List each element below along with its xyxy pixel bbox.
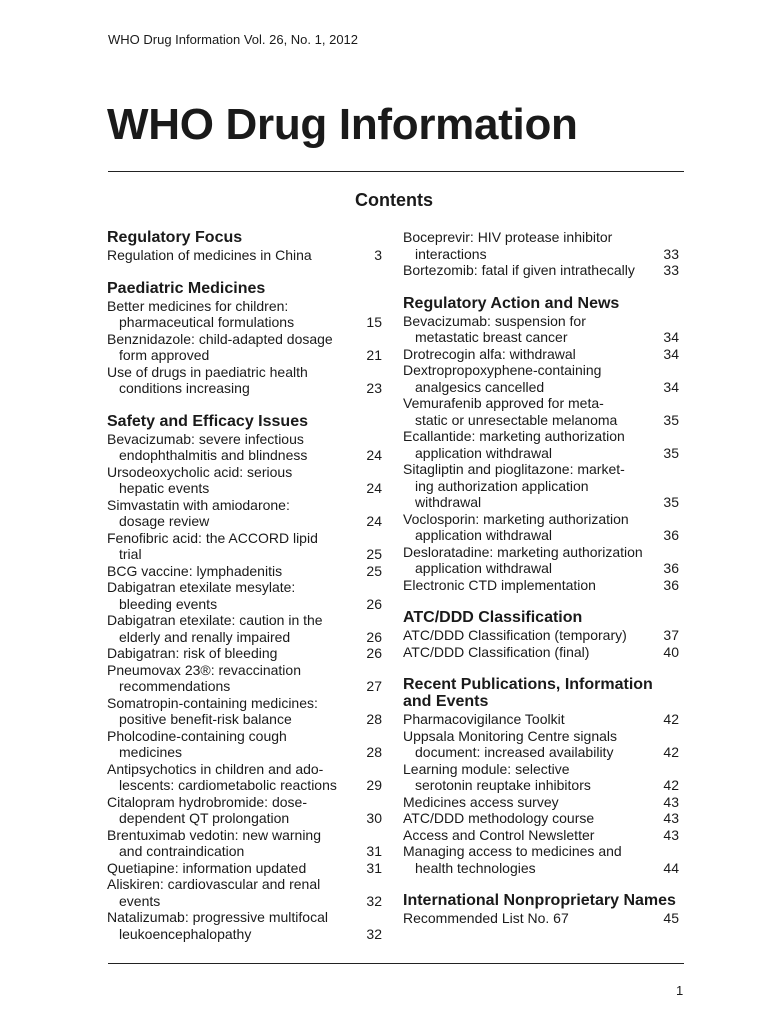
toc-entry[interactable]: [107, 662, 382, 695]
toc-section: [107, 229, 382, 264]
running-head: WHO Drug Information Vol. 26, No. 1, 2012: [108, 32, 359, 47]
toc-page-number: 28: [366, 711, 382, 727]
toc-entry-text: bleeding events: [119, 595, 218, 612]
toc-entry[interactable]: [403, 362, 679, 395]
toc-page-number: 26: [366, 628, 382, 645]
toc-entry-text: Electronic CTD implementation: [403, 576, 596, 593]
toc-entry[interactable]: [403, 395, 679, 428]
toc-entry[interactable]: [107, 794, 382, 827]
toc-entry-text: Somatropin-containing medicines:: [107, 694, 318, 711]
toc-entry-text: document: increased availability: [415, 744, 614, 760]
toc-entry[interactable]: [403, 843, 679, 876]
toc-page-number: 40: [663, 643, 679, 660]
toc-page-number: 25: [366, 546, 382, 562]
toc-entry-text: Vemurafenib approved for meta-: [403, 395, 604, 411]
toc-entry[interactable]: [403, 544, 679, 577]
toc-entry-text: conditions increasing: [119, 380, 250, 396]
toc-entry[interactable]: [107, 728, 382, 761]
toc-section: [403, 229, 679, 279]
toc-entry[interactable]: [107, 612, 382, 645]
toc-entry-text: application withdrawal: [415, 560, 552, 576]
toc-section: [107, 280, 382, 397]
page-number: 1: [676, 983, 684, 998]
toc-page-number: 23: [366, 380, 382, 396]
toc-page-number: 34: [663, 378, 679, 395]
section-heading: International Nonproprietary Names: [403, 892, 676, 909]
toc-entry-text: form approved: [119, 347, 210, 363]
toc-page-number: 43: [663, 826, 679, 843]
toc-entry[interactable]: [403, 262, 679, 279]
toc-entry[interactable]: [107, 860, 382, 877]
toc-entry[interactable]: [403, 711, 679, 728]
toc-page-number: 45: [663, 910, 679, 926]
toc-page-number: 24: [366, 447, 382, 463]
toc-page-number: 44: [663, 859, 679, 876]
section-heading: Recent Publications, Information and Events: [403, 676, 653, 710]
top-divider: [108, 171, 684, 172]
toc-entry-text: Sitagliptin and pioglitazone: market-: [403, 461, 625, 477]
toc-entry[interactable]: [403, 761, 679, 794]
toc-page-number: 36: [663, 527, 679, 543]
toc-page-number: 31: [366, 843, 382, 859]
toc-page-number: 36: [663, 560, 679, 576]
toc-entry[interactable]: [403, 229, 679, 262]
toc-page-number: 32: [366, 892, 382, 909]
toc-entry[interactable]: [107, 464, 382, 497]
toc-entry[interactable]: [107, 431, 382, 464]
toc-entry[interactable]: [107, 579, 382, 612]
toc-entry[interactable]: [107, 695, 382, 728]
toc-entry[interactable]: [107, 645, 382, 662]
toc-entry-text: Ursodeoxycholic acid: serious: [107, 463, 293, 480]
toc-entry-text: Voclosporin: marketing authorization: [403, 510, 629, 527]
page-title: WHO Drug Information: [107, 100, 578, 149]
toc-entry-text: leukoencephalopathy: [119, 925, 252, 942]
toc-entry-text: Natalizumab: progressive multifocal: [107, 909, 328, 925]
toc-entry[interactable]: [403, 428, 679, 461]
toc-entry-text: Dabigatran: risk of bleeding: [107, 645, 278, 661]
toc-page-number: 31: [366, 859, 382, 876]
toc-page-number: 30: [366, 810, 382, 826]
toc-entry-text: Dextropropoxyphene-containing: [403, 362, 602, 378]
toc-entry-text: Managing access to medicines and: [403, 843, 622, 859]
toc-entry-text: positive benefit-risk balance: [119, 711, 292, 727]
toc-section: [403, 295, 679, 594]
toc-page-number: 35: [663, 444, 679, 461]
toc-entry-text: hepatic events: [119, 480, 210, 496]
toc-page-number: 26: [366, 645, 382, 661]
toc-entry-text: Pholcodine-containing cough: [107, 727, 287, 744]
toc-page-number: 24: [366, 480, 382, 496]
toc-entry-text: Boceprevir: HIV protease inhibitor: [403, 229, 613, 245]
toc-entry[interactable]: [107, 530, 382, 563]
toc-entry-text: events: [119, 892, 161, 909]
toc-page-number: 35: [663, 494, 679, 510]
toc-page-number: 27: [366, 678, 382, 694]
toc-page-number: 42: [663, 777, 679, 793]
section-heading: Regulatory Focus: [107, 229, 243, 246]
toc-entry-text: Dabigatran etexilate mesylate:: [107, 579, 296, 595]
section-heading: Regulatory Action and News: [403, 294, 620, 312]
toc-entry[interactable]: [403, 313, 679, 346]
toc-section: [403, 676, 679, 876]
toc-entry-text: Uppsala Monitoring Centre signals: [403, 727, 617, 744]
toc-page-number: 42: [663, 711, 679, 727]
toc-entry-text: Aliskiren: cardiovascular and renal: [107, 876, 321, 892]
toc-entry-text: Learning module: selective: [403, 760, 570, 777]
toc-section: [403, 609, 679, 660]
toc-entry[interactable]: [403, 577, 679, 594]
toc-section: [107, 413, 382, 943]
toc-entry-text: and contraindication: [119, 843, 245, 859]
toc-entry[interactable]: [403, 511, 679, 544]
toc-entry-text: dependent QT prolongation: [119, 810, 290, 826]
toc-page-number: 21: [366, 347, 382, 363]
toc-entry-text: serotonin reuptake inhibitors: [415, 777, 591, 793]
toc-page-number: 24: [366, 513, 382, 529]
toc-entry-text: trial: [119, 546, 142, 562]
toc-entry[interactable]: [107, 876, 382, 909]
toc-entry-text: Citalopram hydrobromide: dose-: [107, 793, 307, 810]
toc-page-number: 28: [366, 744, 382, 760]
contents-right-column: [403, 229, 679, 943]
toc-entry-text: application withdrawal: [415, 527, 552, 543]
toc-entry-text: application withdrawal: [415, 444, 552, 461]
toc-entry-text: analgesics cancelled: [415, 378, 545, 395]
toc-entry-text: Dabigatran etexilate: caution in the: [107, 612, 323, 628]
toc-entry[interactable]: [107, 827, 382, 860]
toc-entry-text: Bevacizumab: suspension for: [403, 312, 586, 329]
toc-entry-text: ATC/DDD Classification (final): [403, 643, 590, 660]
toc-entry-text: withdrawal: [415, 494, 482, 510]
toc-entry-text: ATC/DDD Classification (temporary): [403, 627, 627, 643]
toc-entry-text: Fenofibric acid: the ACCORD lipid: [107, 529, 318, 546]
toc-entry-text: ATC/DDD methodology course: [403, 810, 595, 826]
toc-entry[interactable]: [107, 247, 382, 264]
toc-page-number: 37: [663, 627, 679, 643]
toc-page-number: 3: [374, 247, 382, 263]
toc-entry-text: interactions: [415, 245, 487, 262]
toc-entry-text: Pharmacovigilance Toolkit: [403, 711, 565, 727]
toc-entry-text: Better medicines for children:: [107, 297, 289, 314]
toc-entry-text: Medicines access survey: [403, 793, 559, 810]
toc-page-number: 34: [663, 329, 679, 345]
toc-entry[interactable]: [107, 497, 382, 530]
toc-entry-text: Brentuximab vedotin: new warning: [107, 826, 322, 843]
toc-entry-text: health technologies: [415, 859, 536, 876]
toc-entry-text: endophthalmitis and blindness: [119, 447, 308, 463]
section-heading: ATC/DDD Classification: [403, 609, 583, 626]
toc-entry[interactable]: [403, 810, 679, 827]
toc-entry-text: Benznidazole: child-adapted dosage: [107, 330, 333, 347]
toc-entry[interactable]: [107, 761, 382, 794]
toc-page-number: 33: [663, 262, 679, 278]
toc-page-number: 34: [663, 345, 679, 362]
toc-page-number: 43: [663, 810, 679, 826]
section-heading: Paediatric Medicines: [107, 279, 266, 297]
contents-left-column: [107, 229, 382, 958]
toc-entry-text: Antipsychotics in children and ado-: [107, 760, 324, 777]
toc-entry[interactable]: [403, 461, 679, 511]
toc-entry-text: dosage review: [119, 513, 210, 529]
toc-entry[interactable]: [403, 910, 679, 927]
toc-entry-text: Use of drugs in paediatric health: [107, 363, 308, 380]
toc-entry-text: Simvastatin with amiodarone:: [107, 496, 290, 513]
toc-entry[interactable]: [403, 346, 679, 363]
toc-entry-text: Bevacizumab: severe infectious: [107, 430, 304, 447]
toc-entry[interactable]: [403, 728, 679, 761]
toc-entry-text: ing authorization application: [415, 477, 589, 494]
toc-entry-text: Recommended List No. 67: [403, 910, 569, 926]
toc-page-number: 43: [663, 793, 679, 810]
toc-entry-text: medicines: [119, 744, 183, 760]
contents-heading: Contents: [355, 190, 433, 210]
toc-entry-text: elderly and renally impaired: [119, 628, 291, 645]
toc-entry[interactable]: [403, 827, 679, 844]
toc-page-number: 32: [366, 925, 382, 942]
toc-entry[interactable]: [107, 909, 382, 942]
toc-page-number: 36: [663, 576, 679, 593]
toc-page-number: 35: [663, 411, 679, 428]
toc-entry[interactable]: [107, 563, 382, 580]
section-heading: Safety and Efficacy Issues: [107, 412, 308, 430]
toc-section: [403, 892, 679, 927]
bottom-divider: [108, 963, 684, 964]
toc-page-number: 29: [366, 777, 382, 793]
toc-page-number: 26: [366, 595, 382, 612]
toc-entry-text: Pneumovax 23®: revaccination: [107, 661, 301, 678]
toc-entry[interactable]: [107, 331, 382, 364]
toc-entry-text: Regulation of medicines in China: [107, 247, 312, 263]
toc-entry-text: BCG vaccine: lymphadenitis: [107, 562, 283, 579]
toc-entry-text: Access and Control Newsletter: [403, 826, 595, 843]
toc-page-number: 15: [366, 314, 382, 330]
toc-page-number: 42: [663, 744, 679, 760]
toc-entry-text: Drotrecogin alfa: withdrawal: [403, 345, 576, 362]
toc-entry-text: pharmaceutical formulations: [119, 314, 295, 330]
toc-entry[interactable]: [107, 298, 382, 331]
toc-entry[interactable]: [403, 644, 679, 661]
toc-entry-text: recommendations: [119, 678, 231, 694]
toc-entry[interactable]: [403, 627, 679, 644]
toc-entry-text: Bortezomib: fatal if given intrathecally: [403, 262, 635, 278]
toc-page-number: 25: [366, 562, 382, 579]
toc-entry-text: static or unresectable melanoma: [415, 411, 618, 428]
toc-entry[interactable]: [107, 364, 382, 397]
toc-entry-text: Desloratadine: marketing authorization: [403, 543, 643, 560]
toc-entry-text: metastatic breast cancer: [415, 329, 568, 345]
toc-entry[interactable]: [403, 794, 679, 811]
toc-entry-text: Ecallantide: marketing authorization: [403, 428, 625, 444]
toc-entry-text: Quetiapine: information updated: [107, 859, 307, 876]
toc-page-number: 33: [663, 245, 679, 262]
toc-entry-text: lescents: cardiometabolic reactions: [119, 777, 337, 793]
